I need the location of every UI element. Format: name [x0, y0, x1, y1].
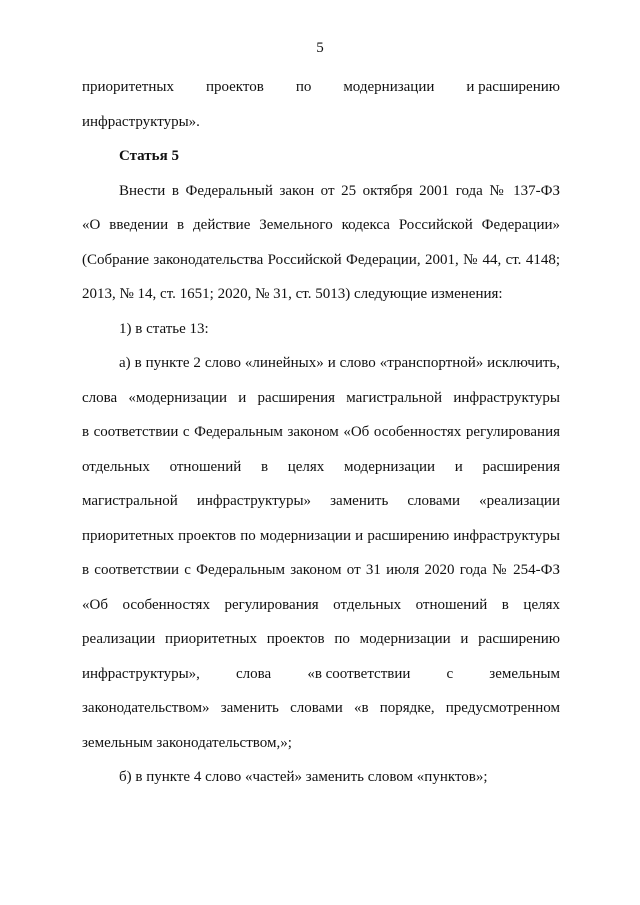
text-line: законодательством» заменить словами «в порядке, предусмотренном — [82, 700, 560, 716]
word: проектов — [205, 79, 264, 95]
word: с — [446, 665, 454, 682]
word: в — [260, 458, 269, 475]
word: инфраструктуры» — [196, 493, 312, 509]
word: приоритетных — [82, 79, 174, 95]
word: заменить — [330, 493, 389, 509]
document-body — [82, 70, 560, 795]
text-line: в соответствии с Федеральным законом «Об особенностях регулирования — [82, 424, 560, 440]
text-line — [82, 450, 560, 485]
word: по — [295, 79, 312, 95]
text-line: (Собрание законодательства Российской Федерации, 2001, № 44, ст. 4148; — [82, 251, 560, 268]
article-heading: Статья 5 — [119, 148, 179, 164]
word: целях — [287, 458, 325, 475]
text-line: а) в пункте 2 слово «линейных» и слово «транспортной» исключить, — [119, 355, 560, 371]
text-line: «Об особенностях регулирования отдельных отношений в целях — [82, 596, 560, 613]
word: модернизации — [343, 79, 435, 95]
word: расширения — [482, 458, 560, 475]
word: и — [454, 458, 463, 475]
text-line — [82, 484, 560, 519]
page-number: 5 — [316, 40, 324, 56]
text-line — [82, 657, 560, 692]
text-line: в соответствии с Федеральным законом от 31 июля 2020 года № 254-ФЗ — [82, 562, 560, 578]
word: словами — [407, 493, 461, 509]
text-line: приоритетных проектов по модернизации и расширению инфраструктуры — [82, 527, 560, 544]
word: отдельных — [82, 458, 150, 475]
word: «реализации — [479, 493, 560, 509]
text-line: б) в пункте 4 слово «частей» заменить словом «пунктов»; — [119, 769, 488, 785]
list-item: 1) в статье 13: — [119, 320, 209, 337]
text-line: «О введении в действие Земельного кодекса Российской Федерации» — [82, 217, 560, 233]
text-line: 2013, № 14, ст. 1651; 2020, № 31, ст. 5013) следующие изменения: — [82, 286, 503, 302]
word: земельным — [489, 665, 560, 682]
word: и расширению — [466, 79, 560, 95]
text-line: реализации приоритетных проектов по модернизации и расширению — [82, 631, 560, 647]
word: слова — [236, 665, 272, 682]
word: инфраструктуры», — [82, 665, 200, 682]
word: отношений — [169, 458, 242, 475]
text-line: Внести в Федеральный закон от 25 октября 2001 года № 137-ФЗ — [119, 182, 560, 199]
text-line — [82, 70, 560, 105]
text-line: инфраструктуры». — [82, 113, 200, 130]
word: модернизации — [344, 458, 436, 475]
word: магистральной — [82, 493, 178, 509]
text-line: слова «модернизации и расширения магистральной инфраструктуры — [82, 389, 560, 406]
text-line: земельным законодательством,»; — [82, 734, 292, 751]
word: «в соответствии — [307, 665, 411, 682]
